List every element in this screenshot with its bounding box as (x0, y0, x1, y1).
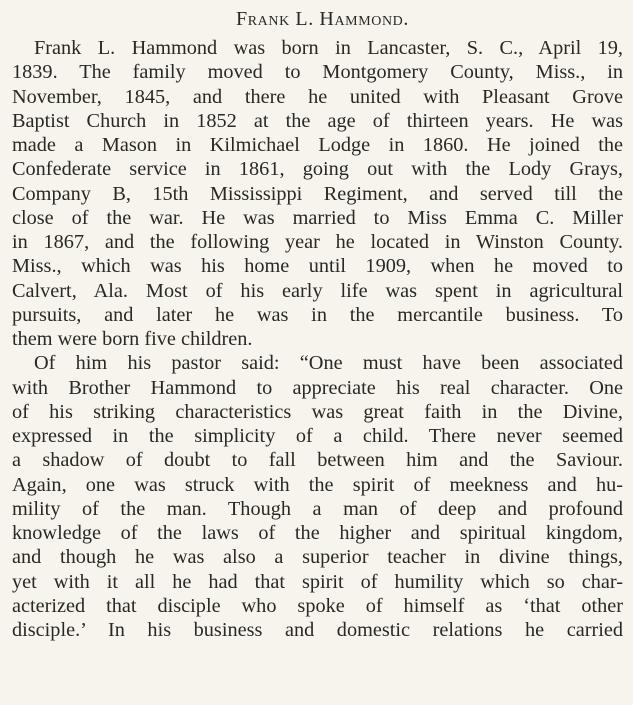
text-line: them were born five children. (12, 328, 253, 350)
text-line: of his striking characteristics was great faith in the Divine, (12, 400, 623, 423)
text-line: Company B, 15th Mississippi Regiment, and served till the (12, 182, 623, 205)
text-line: expressed in the simplicity of a child. There never seemed (12, 425, 623, 447)
body-text (12, 36, 623, 642)
text-line: made a Mason in Kilmichael Lodge in 1860. He joined the (12, 134, 623, 156)
text-line: knowledge of the laws of the higher and spiritual kingdom, (12, 522, 623, 544)
text-line: in 1867, and the following year he located in Winston County. (12, 231, 623, 253)
text-line: pursuits, and later he was in the mercantile business. To (12, 303, 623, 326)
text-line: close of the war. He was married to Miss Emma C. Miller (12, 206, 623, 229)
text-line: Of him his pastor said: “One must have been associated (34, 352, 623, 375)
text-line: mility of the man. Though a man of deep and profound (12, 497, 623, 520)
text-line: Baptist Church in 1852 at the age of thirteen years. He was (12, 109, 623, 132)
text-line: acterized that disciple who spoke of himself as ‘that other (12, 594, 623, 617)
text-line: with Brother Hammond to appreciate his real character. One (12, 376, 623, 399)
text-line: disciple.’ In his business and domestic relations he carried (12, 619, 623, 641)
page-title: Frank L. Hammond. (236, 8, 409, 30)
text-line: a shadow of doubt to fall between him and the Saviour. (12, 449, 623, 472)
text-line: November, 1845, and there he united with Pleasant Grove (12, 85, 623, 108)
text-line: Confederate service in 1861, going out with the Lody Grays, (12, 158, 623, 181)
text-line: Frank L. Hammond was born in Lancaster, S. C., April 19, (34, 37, 623, 59)
text-line: Miss., which was his home until 1909, when he moved to (12, 255, 623, 278)
text-line: yet with it all he had that spirit of humility which so char- (12, 570, 623, 593)
text-line: 1839. The family moved to Montgomery County, Miss., in (12, 61, 623, 84)
text-line: and though he was also a superior teacher in divine things, (12, 546, 623, 569)
text-line: Again, one was struck with the spirit of meekness and hu- (12, 473, 623, 496)
text-line: Calvert, Ala. Most of his early life was spent in agricultural (12, 279, 623, 302)
